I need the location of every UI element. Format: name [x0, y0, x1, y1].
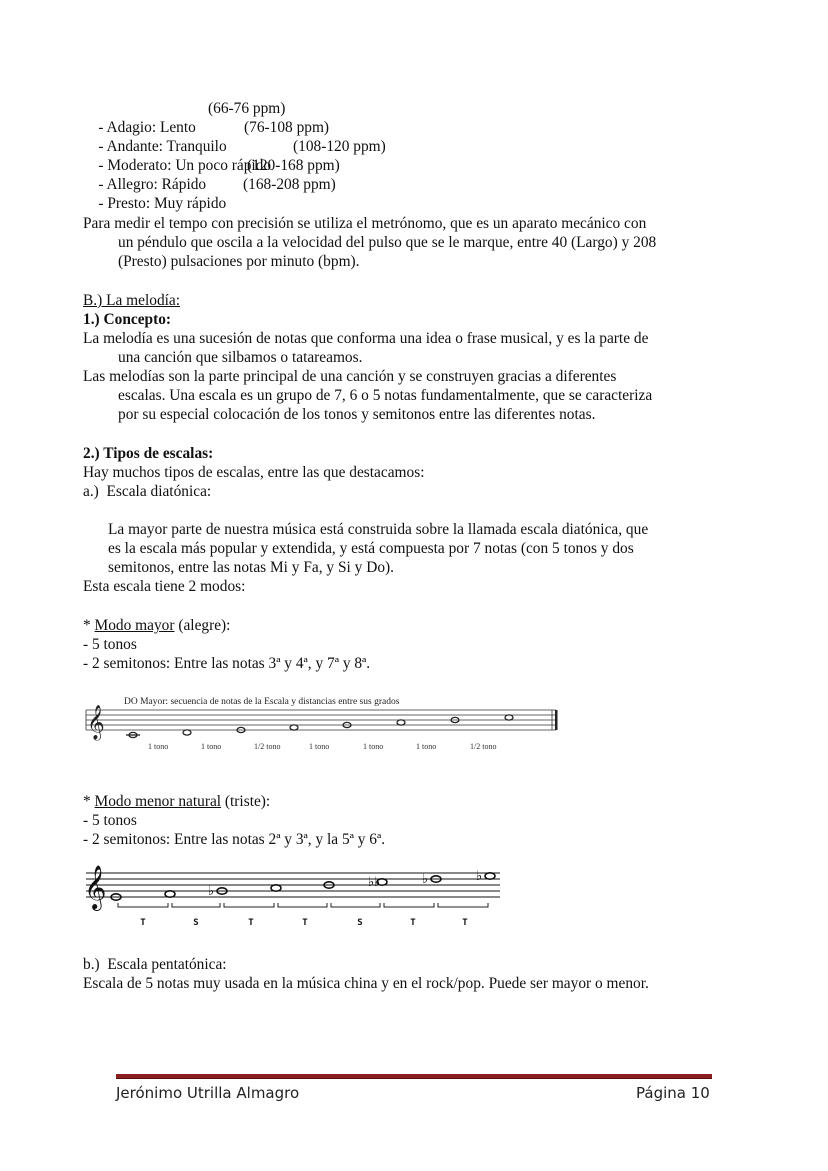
metronome-line-3: (Presto) pulsaciones por minuto (bpm).: [118, 253, 360, 270]
flat-icon: ♭: [476, 869, 483, 884]
modes-line: Esta escala tiene 2 modos:: [83, 578, 246, 595]
interval-label: T: [462, 918, 468, 928]
major-staff-caption: DO Mayor: secuencia de notas de la Escala y distancias entre sus grados: [124, 697, 400, 707]
tempo-name: - Allegro: Rápido: [98, 176, 207, 193]
major-mode-title: Modo mayor: [94, 617, 175, 634]
pentatonic-text: Escala de 5 notas muy usada en la música china y en el rock/pop. Puede ser mayor o menor.: [83, 975, 649, 992]
treble-clef-icon: 𝄞: [87, 705, 105, 740]
bullet: *: [83, 793, 95, 810]
minor-mode-title: Modo menor natural: [94, 793, 222, 810]
interval-label: 1 tono: [148, 742, 169, 751]
flat-icon: ♭: [208, 884, 215, 899]
major-mode-suffix: (alegre):: [174, 617, 231, 634]
metronome-line-1: Para medir el tempo con precisión se utiliza el metrónomo, que es un aparato mecánico con: [83, 215, 647, 232]
tempo-name: - Adagio: Lento: [98, 119, 196, 136]
tempo-name: - Moderato: Un poco rápido: [98, 157, 272, 174]
tempo-range: (76-108 ppm): [244, 119, 330, 136]
concept-p2-line-1: Las melodías son la parte principal de una canción y se construyen gracias a diferentes: [83, 368, 617, 385]
diatonic-line-2: es la escala más popular y extendida, y está compuesta por 7 notas (con 5 tonos y dos: [108, 540, 634, 557]
concept-p2-line-2: escalas. Una escala es un grupo de 7, 6 o 5 notas fundamentalmente, que se caracteriza: [118, 387, 653, 404]
minor-mode-suffix: (triste):: [221, 793, 271, 810]
tempo-range: (66-76 ppm): [208, 100, 286, 117]
section-heading: B.) La melodía:: [83, 292, 181, 309]
minor-tones: - 5 tonos: [83, 812, 137, 829]
interval-label: 1/2 tono: [254, 742, 281, 751]
interval-label: 1 tono: [363, 742, 384, 751]
interval-label: T: [410, 918, 416, 928]
metronome-line-2: un péndulo que oscila a la velocidad del pulso que se le marque, entre 40 (Largo) y 208: [118, 234, 657, 251]
pentatonic-label: b.) Escala pentatónica:: [83, 956, 227, 973]
major-scale-staff: [84, 690, 564, 756]
interval-label: S: [357, 918, 363, 928]
treble-clef-icon: 𝄞: [84, 865, 107, 909]
tempo-range: (120-168 ppm): [247, 157, 340, 174]
tempo-name: - Presto: Muy rápido: [98, 195, 227, 212]
flat-icon: ♭: [374, 875, 381, 890]
interval-label: S: [193, 918, 199, 928]
minor-mode-heading: [83, 792, 270, 811]
diatonic-line-3: semitonos, entre las notas Mi y Fa, y Si y Do).: [108, 559, 394, 576]
types-heading: 2.) Tipos de escalas:: [83, 445, 214, 462]
tempo-range: (168-208 ppm): [243, 176, 336, 193]
minor-scale-staff: [84, 858, 504, 932]
interval-label: T: [140, 918, 146, 928]
minor-semitones: - 2 semitonos: Entre las notas 2ª y 3ª, y la 5ª y 6ª.: [83, 831, 386, 848]
footer-author: Jerónimo Utrilla Almagro: [116, 1084, 300, 1102]
concept-p2-line-3: por su especial colocación de los tonos y semitonos entre las diferentes notas.: [118, 406, 596, 423]
interval-label: 1 tono: [416, 742, 437, 751]
footer-page-number: Página 10: [636, 1084, 710, 1102]
interval-label: 1/2 tono: [470, 742, 497, 751]
concept-p1-line-2: una canción que silbamos o tatareamos.: [118, 349, 363, 366]
interval-label: 1 tono: [201, 742, 222, 751]
interval-label: T: [302, 918, 308, 928]
concept-heading: 1.) Concepto:: [83, 311, 172, 328]
diatonic-label: a.) Escala diatónica:: [83, 483, 212, 500]
interval-label: 1 tono: [309, 742, 330, 751]
tempo-name: - Andante: Tranquilo: [98, 138, 227, 155]
footer-rule: [116, 1074, 712, 1079]
major-mode-heading: [83, 616, 230, 635]
interval-label: T: [248, 918, 254, 928]
diatonic-line-1: La mayor parte de nuestra música está construida sobre la llamada escala diatónica, que: [108, 521, 649, 538]
tempo-range: (108-120 ppm): [293, 138, 386, 155]
major-tones: - 5 tonos: [83, 636, 137, 653]
flat-icon: ♭: [368, 875, 375, 890]
bullet: *: [83, 617, 95, 634]
concept-p1-line-1: La melodía es una sucesión de notas que conforma una idea o frase musical, y es la parte de: [83, 330, 649, 347]
major-semitones: - 2 semitonos: Entre las notas 3ª y 4ª, y 7ª y 8ª.: [83, 655, 371, 672]
types-intro: Hay muchos tipos de escalas, entre las que destacamos:: [83, 464, 425, 481]
flat-icon: ♭: [422, 872, 429, 887]
